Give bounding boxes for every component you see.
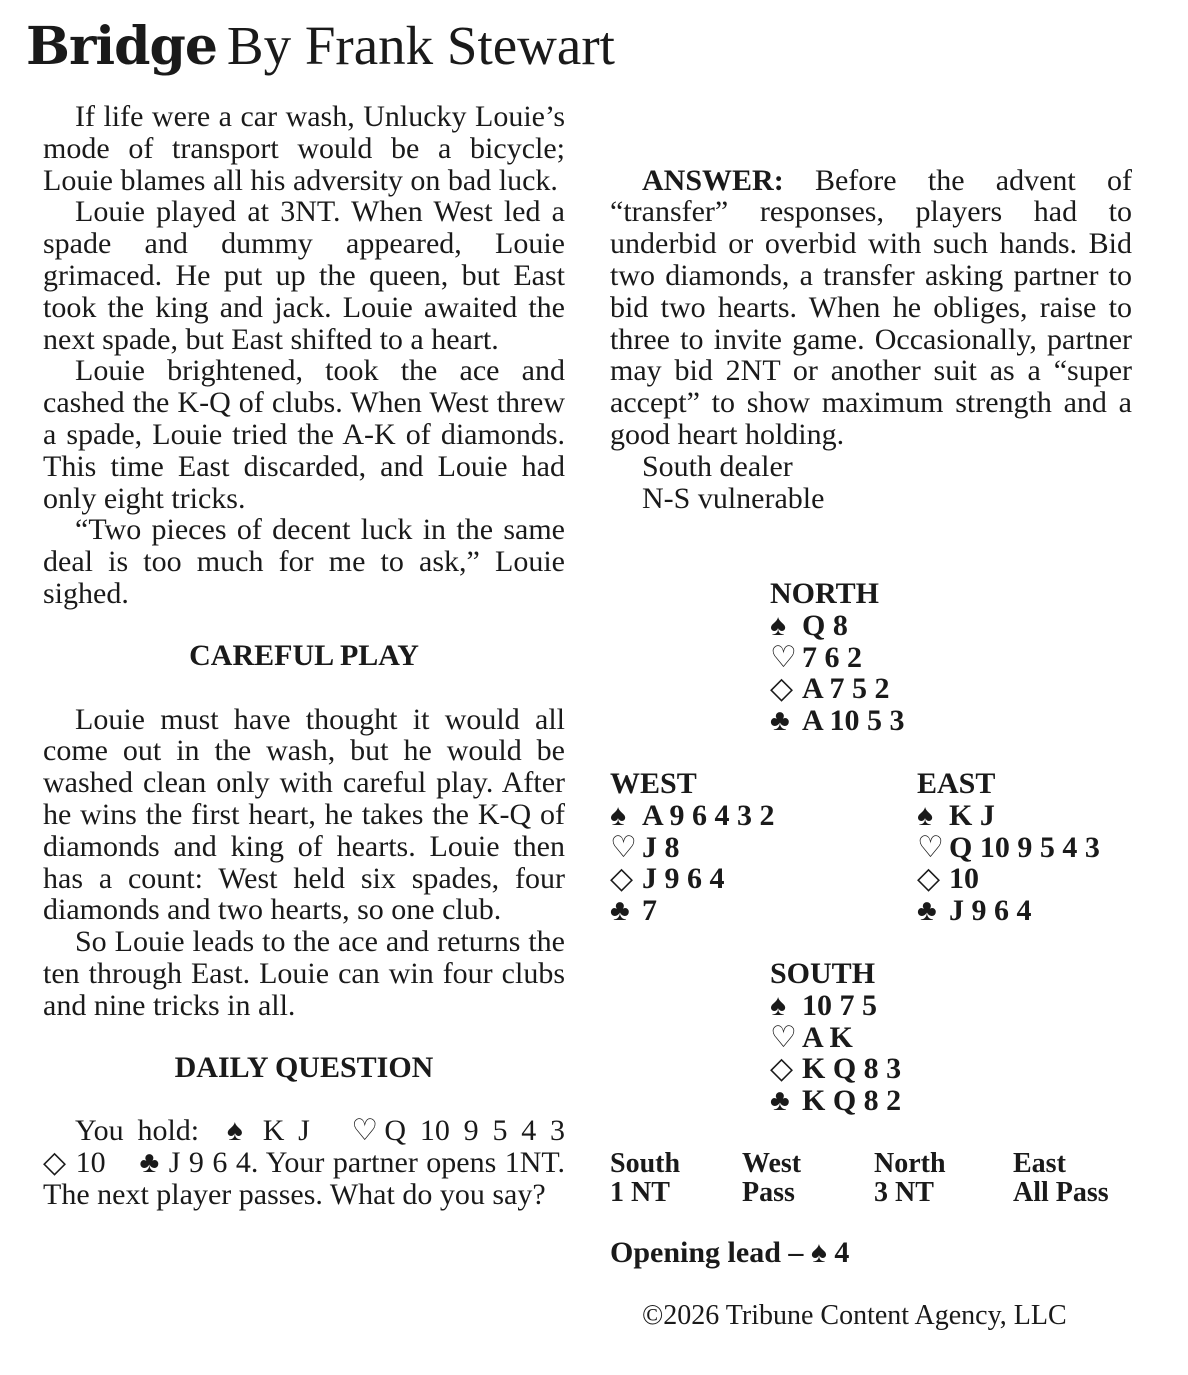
hearts-row <box>770 1022 901 1054</box>
diamonds-cards: J 9 6 4 <box>642 862 725 896</box>
diamond-icon: ◇ <box>610 862 634 896</box>
north-hand <box>770 578 905 737</box>
heart-icon: ♡ <box>770 640 797 674</box>
copyright-notice: ©2026 Tribune Content Agency, LLC <box>642 1300 1067 1331</box>
vulnerability-line: N-S vulnerable <box>642 481 825 515</box>
question-hearts: Q 10 9 5 4 3 <box>384 1114 566 1148</box>
auction-column <box>1013 1149 1109 1207</box>
diamond-icon: ◇ <box>770 1052 794 1086</box>
spades-row <box>610 800 775 832</box>
hearts-row <box>610 832 775 864</box>
answer-text: Before the advent of “transfer” responses, players had to underbid or overbid with such hands. Bid two diamonds, a transfer asking partner to bid two hearts. When he obliges, raise to three to invite game. Occasionally, partner may bid 2NT or another suit as a “super accept” to show maximum strength and a good heart holding. <box>610 163 1133 451</box>
daily-question-text <box>43 1115 565 1210</box>
clubs-row <box>610 895 775 927</box>
diamonds-row <box>917 863 1100 895</box>
hearts-cards: J 8 <box>642 830 680 864</box>
spades-row <box>770 990 901 1022</box>
heart-icon: ♡ <box>770 1020 797 1054</box>
question-continuation: Your partner opens 1NT. The next player passes. What do you say? <box>43 1146 566 1211</box>
diamonds-row <box>610 863 775 895</box>
column-header <box>26 14 615 77</box>
club-icon: ♣ <box>139 1146 161 1180</box>
club-icon: ♣ <box>770 704 790 738</box>
careful-play-heading: CAREFUL PLAY <box>189 638 419 672</box>
column-byline: By Frank Stewart <box>226 15 615 76</box>
spade-icon: ♠ <box>226 1114 249 1148</box>
hearts-row <box>770 642 905 674</box>
intro-paragraph: If life were a car wash, Unlucky Louie’s mode of transport would be a bicycle; Louie blames all his adversity on bad luck. <box>43 100 565 197</box>
answer-paragraph <box>610 165 1132 451</box>
hand-name: EAST <box>917 767 996 800</box>
east-hand <box>917 768 1100 927</box>
intro-paragraph: Louie played at 3NT. When West led a spade and dummy appeared, Louie grimaced. He put up the queen, but East took the king and jack. Louie awaited the next spade, but East shifted to a heart. <box>43 195 565 356</box>
diamonds-row <box>770 1053 901 1085</box>
hearts-cards: 7 6 2 <box>802 640 862 674</box>
hearts-row <box>917 832 1100 864</box>
column-brand: Bridge <box>26 16 217 77</box>
intro-paragraph: “Two pieces of decent luck in the same deal is too much for me to ask,” Louie sighed. <box>43 513 565 610</box>
careful-play-paragraph: So Louie leads to the ace and returns the ten through East. Louie can win four clubs and nine tricks in all. <box>43 925 565 1022</box>
auction-bid: 3 NT <box>874 1177 934 1208</box>
diamond-icon: ◇ <box>43 1146 68 1180</box>
spades-cards: K J <box>949 798 995 832</box>
hearts-cards: Q 10 9 5 4 3 <box>949 830 1100 864</box>
club-icon: ♣ <box>770 1084 790 1118</box>
question-clubs: J 9 6 4. <box>168 1146 259 1180</box>
spades-row <box>917 800 1100 832</box>
auction-bid: All Pass <box>1013 1177 1109 1208</box>
answer-label: ANSWER: <box>642 163 784 197</box>
hand-name: SOUTH <box>770 957 876 990</box>
diamonds-row <box>770 673 905 705</box>
south-hand <box>770 958 901 1117</box>
question-spades: K J <box>262 1114 310 1148</box>
auction-seat: South <box>610 1148 681 1179</box>
club-icon: ♣ <box>610 894 630 928</box>
left-text-column <box>43 101 565 1211</box>
auction-bid: Pass <box>742 1177 795 1208</box>
intro-paragraph: Louie brightened, took the ace and cashed the K-Q of clubs. When West threw a spade, Louie tried the A-K of diamonds. This time East discarded, and Louie had only eight tricks. <box>43 354 565 515</box>
spades-row <box>770 610 905 642</box>
dealer-line: South dealer <box>642 449 793 483</box>
right-text-column <box>610 101 1132 514</box>
you-hold-label: You hold: <box>75 1114 200 1148</box>
auction-bid: 1 NT <box>610 1177 670 1208</box>
question-continuation-spacer <box>610 101 1132 165</box>
auction-seat: East <box>1013 1148 1066 1179</box>
spades-cards: A 9 6 4 3 2 <box>642 798 775 832</box>
spade-icon: ♠ <box>810 1236 827 1269</box>
auction-column <box>742 1149 801 1207</box>
daily-question-heading: DAILY QUESTION <box>174 1050 434 1084</box>
opening-lead-card: 4 <box>834 1236 850 1269</box>
diamonds-cards: K Q 8 3 <box>802 1052 902 1086</box>
hand-name: WEST <box>610 767 697 800</box>
spades-cards: Q 8 <box>802 608 848 642</box>
clubs-cards: J 9 6 4 <box>949 894 1032 928</box>
spade-icon: ♠ <box>770 608 786 642</box>
club-icon: ♣ <box>917 894 937 928</box>
clubs-cards: 7 <box>642 894 657 928</box>
clubs-row <box>917 895 1100 927</box>
auction-seat: North <box>874 1148 946 1179</box>
diamond-icon: ◇ <box>770 672 794 706</box>
spade-icon: ♠ <box>770 988 786 1022</box>
diamonds-cards: 10 <box>949 862 979 896</box>
diamond-icon: ◇ <box>917 862 941 896</box>
auction-column <box>874 1149 946 1207</box>
clubs-cards: A 10 5 3 <box>802 704 905 738</box>
clubs-cards: K Q 8 2 <box>802 1084 902 1118</box>
spade-icon: ♠ <box>917 798 933 832</box>
west-hand <box>610 768 775 927</box>
opening-lead-label: Opening lead – <box>610 1236 804 1269</box>
heart-icon: ♡ <box>610 830 637 864</box>
hearts-cards: A K <box>802 1020 853 1054</box>
spade-icon: ♠ <box>610 798 626 832</box>
heart-icon: ♡ <box>351 1114 385 1148</box>
opening-lead <box>610 1236 849 1270</box>
heart-icon: ♡ <box>917 830 944 864</box>
careful-play-paragraph: Louie must have thought it would all come out in the wash, but he would be washed clean only with careful play. After he wins the first heart, he takes the K-Q of diamonds and king of hearts. Louie then has a count: West held six spades, four diamonds and two hearts, so one club. <box>43 702 565 927</box>
clubs-row <box>770 1085 901 1117</box>
spades-cards: 10 7 5 <box>802 988 877 1022</box>
auction-seat: West <box>742 1148 802 1179</box>
clubs-row <box>770 705 905 737</box>
question-diamonds: 10 <box>75 1146 106 1180</box>
hand-name: NORTH <box>770 577 879 610</box>
auction-column <box>610 1149 680 1207</box>
diamonds-cards: A 7 5 2 <box>802 672 890 706</box>
